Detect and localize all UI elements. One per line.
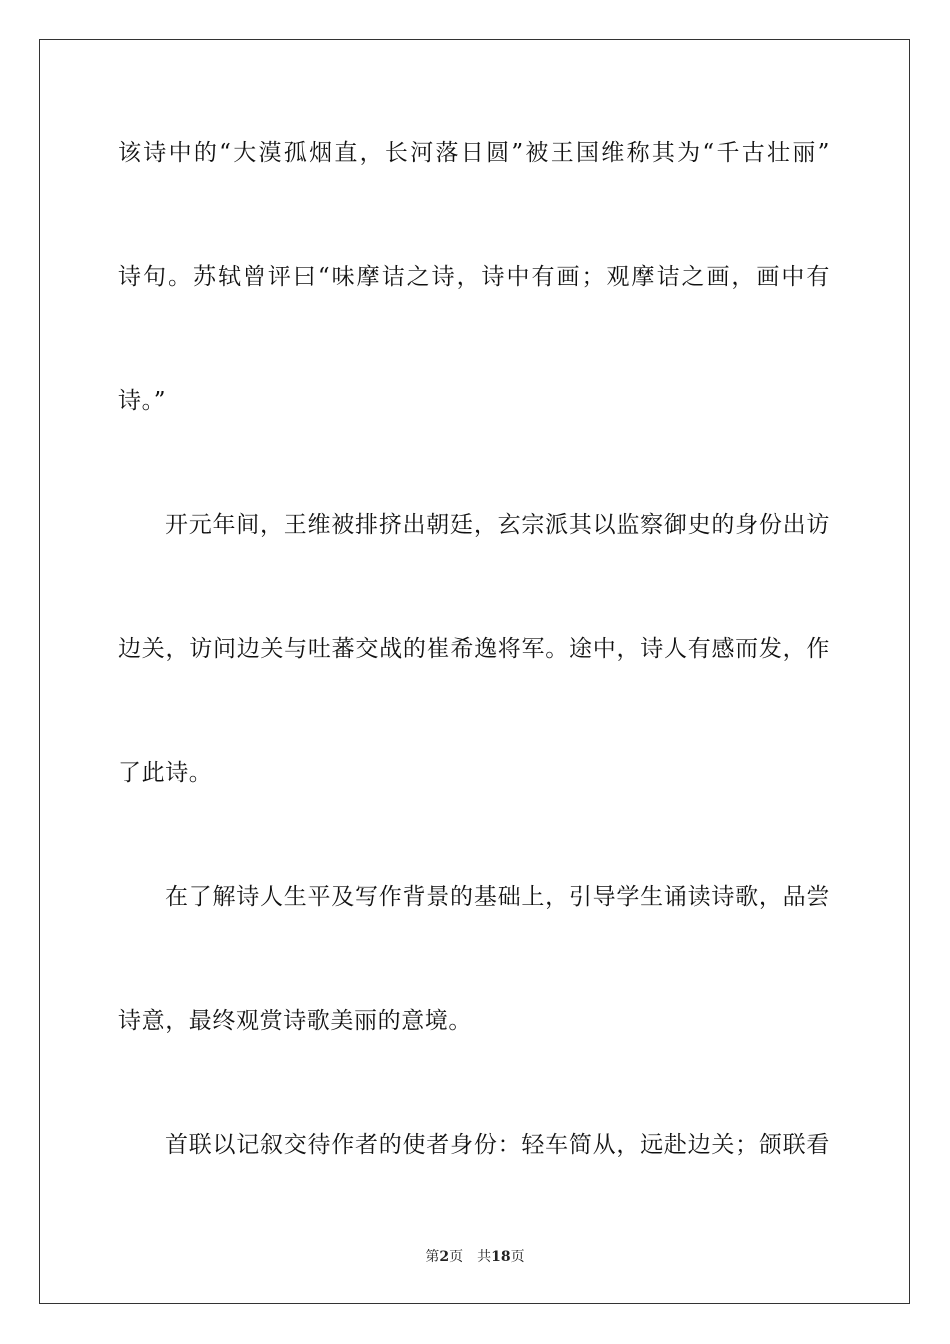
text-line: 诗句。苏轼曾评曰“味摩诘之诗，诗中有画；观摩诘之画，画中有 [118, 264, 830, 290]
paragraph-first-line: 在了解诗人生平及写作背景的基础上，引导学生诵读诗歌，品尝 [165, 884, 830, 910]
page-footer [0, 1248, 950, 1266]
total-suffix: 页 [510, 1249, 525, 1265]
paragraph-first-line: 开元年间，王维被排挤出朝廷，玄宗派其以监察御史的身份出访 [165, 512, 830, 538]
page-number: 2 [439, 1249, 450, 1265]
text-line: 边关，访问边关与吐蕃交战的崔希逸将军。途中，诗人有感而发，作 [118, 636, 830, 662]
text-line: 该诗中的“大漠孤烟直，长河落日圆”被王国维称其为“千古壮丽” [118, 140, 830, 166]
total-pages: 18 [491, 1249, 511, 1265]
total-prefix: 共 [477, 1249, 492, 1265]
text-line: 诗。” [118, 388, 167, 414]
page-border [39, 39, 910, 1304]
text-line: 了此诗。 [118, 760, 213, 786]
page-suffix: 页 [449, 1249, 464, 1265]
text-line: 诗意，最终观赏诗歌美丽的意境。 [118, 1008, 472, 1034]
paragraph-first-line: 首联以记叙交待作者的使者身份：轻车简从，远赴边关；颌联看 [165, 1132, 830, 1158]
page-prefix: 第 [425, 1249, 440, 1265]
